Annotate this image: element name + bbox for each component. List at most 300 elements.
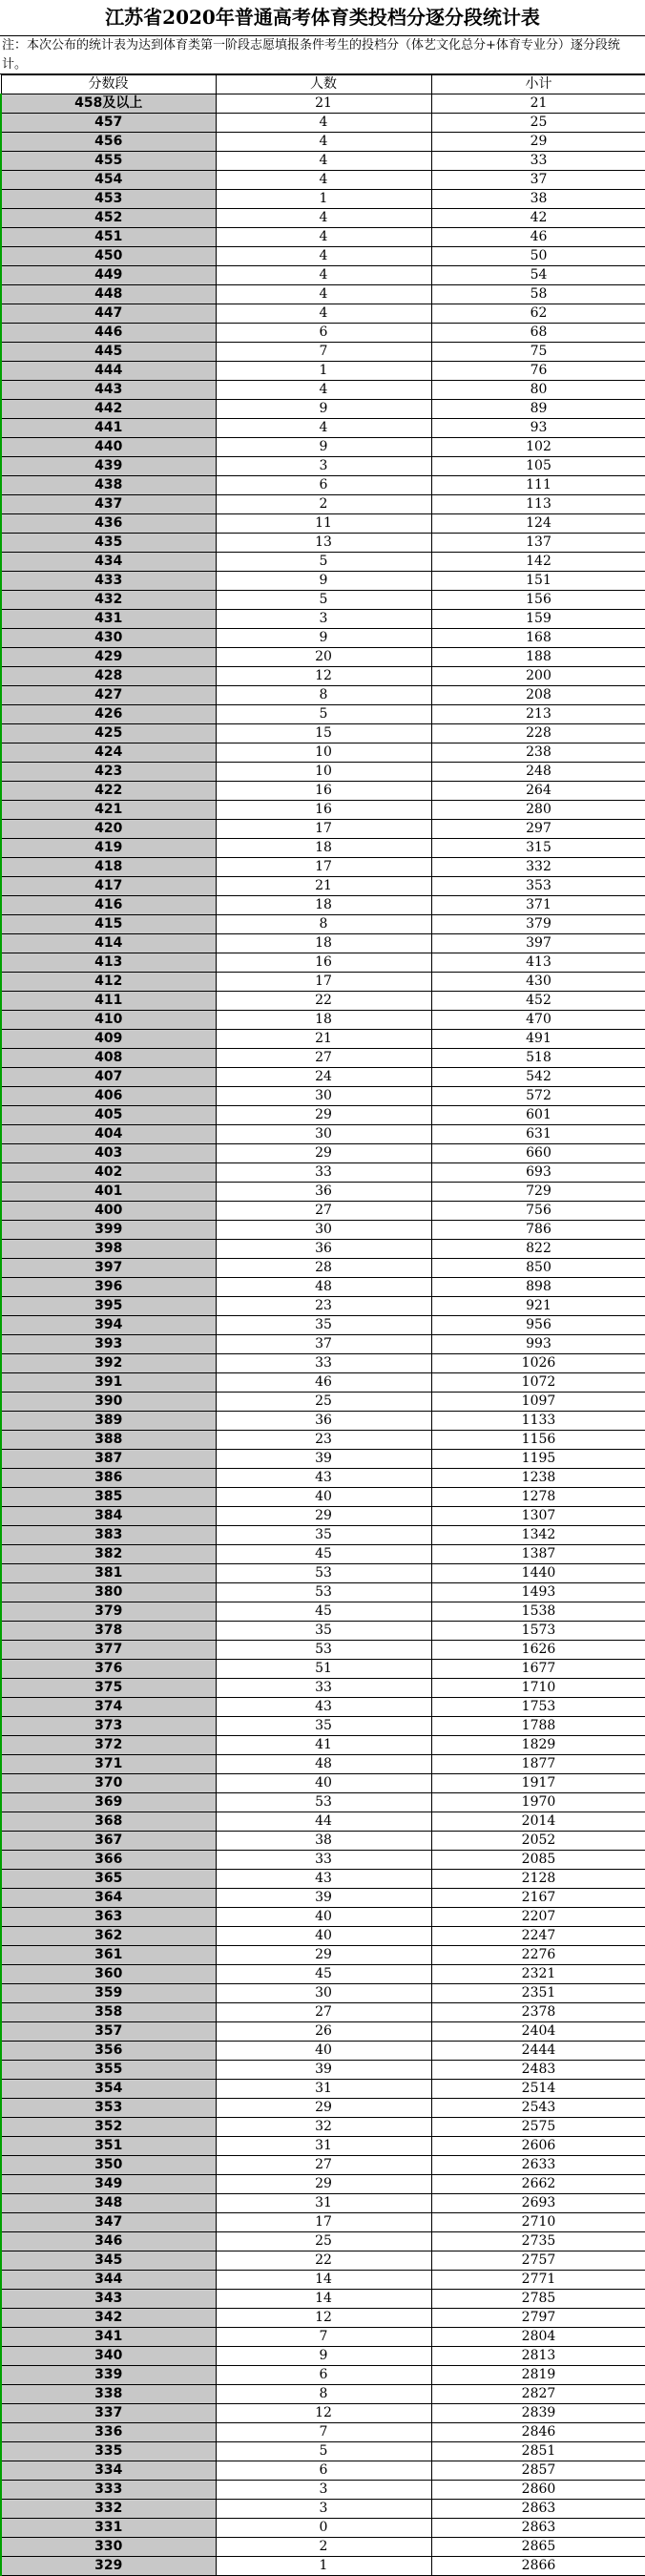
cumulative-cell: 1970 bbox=[431, 1793, 645, 1812]
table-row bbox=[1, 877, 645, 896]
table-row bbox=[1, 667, 645, 686]
score-band-cell: 391 bbox=[1, 1373, 216, 1393]
count-cell: 14 bbox=[216, 2290, 431, 2309]
table-row bbox=[1, 763, 645, 782]
cumulative-cell: 2662 bbox=[431, 2175, 645, 2194]
count-cell: 36 bbox=[216, 1183, 431, 1202]
cumulative-cell: 50 bbox=[431, 247, 645, 266]
score-band-cell: 418 bbox=[1, 858, 216, 877]
score-band-cell: 450 bbox=[1, 247, 216, 266]
cumulative-cell: 159 bbox=[431, 610, 645, 629]
count-cell: 3 bbox=[216, 2500, 431, 2519]
table-row bbox=[1, 457, 645, 476]
cumulative-cell: 315 bbox=[431, 839, 645, 858]
score-band-cell: 402 bbox=[1, 1163, 216, 1183]
table-row bbox=[1, 973, 645, 992]
count-cell: 35 bbox=[216, 1717, 431, 1736]
score-band-cell: 456 bbox=[1, 133, 216, 152]
cumulative-cell: 1493 bbox=[431, 1583, 645, 1602]
table-body bbox=[1, 94, 645, 2576]
cumulative-cell: 1387 bbox=[431, 1545, 645, 1564]
score-band-cell: 406 bbox=[1, 1087, 216, 1106]
count-cell: 9 bbox=[216, 629, 431, 648]
score-band-cell: 414 bbox=[1, 934, 216, 953]
count-cell: 20 bbox=[216, 648, 431, 667]
score-band-cell: 449 bbox=[1, 266, 216, 285]
score-band-cell: 451 bbox=[1, 228, 216, 247]
count-cell: 29 bbox=[216, 1144, 431, 1163]
cumulative-cell: 2819 bbox=[431, 2366, 645, 2385]
cumulative-cell: 2351 bbox=[431, 1984, 645, 2003]
cumulative-cell: 2052 bbox=[431, 1832, 645, 1851]
count-cell: 7 bbox=[216, 343, 431, 362]
cumulative-cell: 756 bbox=[431, 1202, 645, 1221]
count-cell: 16 bbox=[216, 801, 431, 820]
score-band-cell: 355 bbox=[1, 2061, 216, 2080]
cumulative-cell: 124 bbox=[431, 514, 645, 534]
cumulative-cell: 42 bbox=[431, 209, 645, 228]
table-row bbox=[1, 1526, 645, 1545]
cumulative-cell: 1538 bbox=[431, 1602, 645, 1622]
cumulative-cell: 137 bbox=[431, 534, 645, 553]
score-band-cell: 371 bbox=[1, 1755, 216, 1774]
count-cell: 3 bbox=[216, 2481, 431, 2500]
page-title: 江苏省2020年普通高考体育类投档分逐分段统计表 bbox=[0, 0, 645, 36]
count-cell: 1 bbox=[216, 2557, 431, 2576]
score-band-cell: 379 bbox=[1, 1602, 216, 1622]
count-cell: 44 bbox=[216, 1812, 431, 1832]
cumulative-cell: 68 bbox=[431, 324, 645, 343]
cumulative-cell: 2804 bbox=[431, 2328, 645, 2347]
cumulative-cell: 2710 bbox=[431, 2213, 645, 2232]
table-row bbox=[1, 1736, 645, 1755]
score-band-cell: 367 bbox=[1, 1832, 216, 1851]
count-cell: 39 bbox=[216, 2061, 431, 2080]
score-band-cell: 404 bbox=[1, 1125, 216, 1144]
score-band-cell: 434 bbox=[1, 553, 216, 572]
table-row bbox=[1, 247, 645, 266]
table-row bbox=[1, 1717, 645, 1736]
table-row bbox=[1, 2404, 645, 2423]
table-row bbox=[1, 1660, 645, 1679]
count-cell: 29 bbox=[216, 1946, 431, 1965]
cumulative-cell: 822 bbox=[431, 1240, 645, 1259]
count-cell: 17 bbox=[216, 858, 431, 877]
score-band-cell: 445 bbox=[1, 343, 216, 362]
count-cell: 33 bbox=[216, 1354, 431, 1373]
score-band-cell: 357 bbox=[1, 2022, 216, 2042]
score-band-cell: 388 bbox=[1, 1431, 216, 1450]
score-band-cell: 359 bbox=[1, 1984, 216, 2003]
table-row bbox=[1, 2137, 645, 2156]
score-band-cell: 417 bbox=[1, 877, 216, 896]
table-row bbox=[1, 2385, 645, 2404]
table-row bbox=[1, 1851, 645, 1870]
count-cell: 33 bbox=[216, 1851, 431, 1870]
count-cell: 4 bbox=[216, 209, 431, 228]
count-cell: 48 bbox=[216, 1755, 431, 1774]
table-row bbox=[1, 743, 645, 763]
table-row bbox=[1, 724, 645, 743]
score-band-cell: 423 bbox=[1, 763, 216, 782]
score-band-cell: 346 bbox=[1, 2232, 216, 2251]
count-cell: 37 bbox=[216, 1335, 431, 1354]
count-cell: 43 bbox=[216, 1469, 431, 1488]
table-row bbox=[1, 1889, 645, 1908]
count-cell: 1 bbox=[216, 362, 431, 381]
table-row bbox=[1, 1412, 645, 1431]
count-cell: 29 bbox=[216, 1507, 431, 1526]
table-row bbox=[1, 1183, 645, 1202]
header-cumulative: 小计 bbox=[431, 75, 645, 94]
cumulative-cell: 1133 bbox=[431, 1412, 645, 1431]
cumulative-cell: 62 bbox=[431, 304, 645, 324]
table-row bbox=[1, 534, 645, 553]
count-cell: 22 bbox=[216, 992, 431, 1011]
cumulative-cell: 2404 bbox=[431, 2022, 645, 2042]
table-row bbox=[1, 953, 645, 973]
score-band-cell: 437 bbox=[1, 495, 216, 514]
score-band-cell: 354 bbox=[1, 2080, 216, 2099]
table-row bbox=[1, 1240, 645, 1259]
score-band-cell: 448 bbox=[1, 285, 216, 304]
cumulative-cell: 113 bbox=[431, 495, 645, 514]
score-band-cell: 439 bbox=[1, 457, 216, 476]
cumulative-cell: 2813 bbox=[431, 2347, 645, 2366]
score-band-cell: 334 bbox=[1, 2461, 216, 2481]
table-row bbox=[1, 1297, 645, 1316]
cumulative-cell: 1440 bbox=[431, 1564, 645, 1583]
cumulative-cell: 151 bbox=[431, 572, 645, 591]
score-band-cell: 352 bbox=[1, 2118, 216, 2137]
cumulative-cell: 1829 bbox=[431, 1736, 645, 1755]
score-band-cell: 372 bbox=[1, 1736, 216, 1755]
count-cell: 40 bbox=[216, 1488, 431, 1507]
count-cell: 8 bbox=[216, 915, 431, 934]
table-row bbox=[1, 2042, 645, 2061]
score-band-cell: 343 bbox=[1, 2290, 216, 2309]
score-band-cell: 329 bbox=[1, 2557, 216, 2576]
count-cell: 4 bbox=[216, 152, 431, 171]
count-cell: 21 bbox=[216, 1030, 431, 1049]
score-band-cell: 415 bbox=[1, 915, 216, 934]
cumulative-cell: 2321 bbox=[431, 1965, 645, 1984]
count-cell: 30 bbox=[216, 1125, 431, 1144]
count-cell: 16 bbox=[216, 953, 431, 973]
table-row bbox=[1, 2290, 645, 2309]
score-band-cell: 430 bbox=[1, 629, 216, 648]
count-cell: 40 bbox=[216, 2042, 431, 2061]
count-cell: 17 bbox=[216, 973, 431, 992]
table-row bbox=[1, 1698, 645, 1717]
score-band-cell: 425 bbox=[1, 724, 216, 743]
score-band-cell: 378 bbox=[1, 1622, 216, 1641]
cumulative-cell: 37 bbox=[431, 171, 645, 190]
count-cell: 14 bbox=[216, 2271, 431, 2290]
score-band-cell: 385 bbox=[1, 1488, 216, 1507]
table-row bbox=[1, 1450, 645, 1469]
cumulative-cell: 491 bbox=[431, 1030, 645, 1049]
count-cell: 1 bbox=[216, 190, 431, 209]
score-band-cell: 348 bbox=[1, 2194, 216, 2213]
score-band-cell: 386 bbox=[1, 1469, 216, 1488]
score-band-cell: 339 bbox=[1, 2366, 216, 2385]
score-band-cell: 344 bbox=[1, 2271, 216, 2290]
score-band-cell: 392 bbox=[1, 1354, 216, 1373]
table-row bbox=[1, 2213, 645, 2232]
score-band-cell: 384 bbox=[1, 1507, 216, 1526]
score-band-cell: 369 bbox=[1, 1793, 216, 1812]
count-cell: 4 bbox=[216, 419, 431, 438]
table-row bbox=[1, 324, 645, 343]
cumulative-cell: 430 bbox=[431, 973, 645, 992]
score-band-cell: 412 bbox=[1, 973, 216, 992]
score-band-cell: 457 bbox=[1, 114, 216, 133]
score-band-cell: 364 bbox=[1, 1889, 216, 1908]
table-row bbox=[1, 2232, 645, 2251]
score-band-cell: 394 bbox=[1, 1316, 216, 1335]
table-row bbox=[1, 1316, 645, 1335]
count-cell: 25 bbox=[216, 1393, 431, 1412]
score-band-cell: 440 bbox=[1, 438, 216, 457]
table-row bbox=[1, 1068, 645, 1087]
count-cell: 7 bbox=[216, 2328, 431, 2347]
cumulative-cell: 2247 bbox=[431, 1927, 645, 1946]
cumulative-cell: 786 bbox=[431, 1221, 645, 1240]
score-band-cell: 338 bbox=[1, 2385, 216, 2404]
count-cell: 9 bbox=[216, 572, 431, 591]
score-band-cell: 432 bbox=[1, 591, 216, 610]
cumulative-cell: 188 bbox=[431, 648, 645, 667]
count-cell: 35 bbox=[216, 1526, 431, 1545]
table-row bbox=[1, 1278, 645, 1297]
count-cell: 21 bbox=[216, 94, 431, 114]
table-row bbox=[1, 1793, 645, 1812]
cumulative-cell: 1097 bbox=[431, 1393, 645, 1412]
table-row bbox=[1, 266, 645, 285]
score-band-cell: 383 bbox=[1, 1526, 216, 1545]
cumulative-cell: 142 bbox=[431, 553, 645, 572]
score-band-cell: 340 bbox=[1, 2347, 216, 2366]
table-row bbox=[1, 1602, 645, 1622]
table-row bbox=[1, 94, 645, 114]
count-cell: 13 bbox=[216, 534, 431, 553]
count-cell: 29 bbox=[216, 2099, 431, 2118]
count-cell: 25 bbox=[216, 2232, 431, 2251]
count-cell: 18 bbox=[216, 896, 431, 915]
count-cell: 39 bbox=[216, 1450, 431, 1469]
table-row bbox=[1, 1431, 645, 1450]
cumulative-cell: 54 bbox=[431, 266, 645, 285]
score-band-cell: 330 bbox=[1, 2538, 216, 2557]
table-row bbox=[1, 2003, 645, 2022]
header-score-band: 分数段 bbox=[1, 75, 216, 94]
cumulative-cell: 2857 bbox=[431, 2461, 645, 2481]
count-cell: 4 bbox=[216, 381, 431, 400]
count-cell: 43 bbox=[216, 1870, 431, 1889]
cumulative-cell: 693 bbox=[431, 1163, 645, 1183]
table-header bbox=[1, 75, 645, 94]
score-band-cell: 362 bbox=[1, 1927, 216, 1946]
table-row bbox=[1, 1908, 645, 1927]
score-band-cell: 421 bbox=[1, 801, 216, 820]
count-cell: 35 bbox=[216, 1622, 431, 1641]
table-row bbox=[1, 495, 645, 514]
score-band-cell: 368 bbox=[1, 1812, 216, 1832]
cumulative-cell: 80 bbox=[431, 381, 645, 400]
cumulative-cell: 25 bbox=[431, 114, 645, 133]
cumulative-cell: 76 bbox=[431, 362, 645, 381]
count-cell: 40 bbox=[216, 1927, 431, 1946]
score-band-cell: 428 bbox=[1, 667, 216, 686]
table-row bbox=[1, 2080, 645, 2099]
cumulative-cell: 58 bbox=[431, 285, 645, 304]
cumulative-cell: 89 bbox=[431, 400, 645, 419]
count-cell: 53 bbox=[216, 1564, 431, 1583]
score-band-cell: 337 bbox=[1, 2404, 216, 2423]
table-row bbox=[1, 1202, 645, 1221]
count-cell: 27 bbox=[216, 1049, 431, 1068]
count-cell: 4 bbox=[216, 228, 431, 247]
score-band-cell: 350 bbox=[1, 2156, 216, 2175]
note-text: 注：本次公布的统计表为达到体育类第一阶段志愿填报条件考生的投档分（体艺文化总分+体育专业分）逐分段统计。 bbox=[0, 36, 645, 74]
count-cell: 9 bbox=[216, 438, 431, 457]
score-band-cell: 441 bbox=[1, 419, 216, 438]
cumulative-cell: 631 bbox=[431, 1125, 645, 1144]
cumulative-cell: 353 bbox=[431, 877, 645, 896]
count-cell: 4 bbox=[216, 285, 431, 304]
table-row bbox=[1, 152, 645, 171]
count-cell: 2 bbox=[216, 495, 431, 514]
count-cell: 0 bbox=[216, 2519, 431, 2538]
cumulative-cell: 572 bbox=[431, 1087, 645, 1106]
table-row bbox=[1, 1774, 645, 1793]
score-band-cell: 358 bbox=[1, 2003, 216, 2022]
cumulative-cell: 93 bbox=[431, 419, 645, 438]
count-cell: 7 bbox=[216, 2423, 431, 2442]
count-cell: 18 bbox=[216, 1011, 431, 1030]
count-cell: 8 bbox=[216, 2385, 431, 2404]
cumulative-cell: 1917 bbox=[431, 1774, 645, 1793]
table-row bbox=[1, 915, 645, 934]
table-row bbox=[1, 1259, 645, 1278]
cumulative-cell: 1677 bbox=[431, 1660, 645, 1679]
table-row bbox=[1, 2366, 645, 2385]
score-band-cell: 360 bbox=[1, 1965, 216, 1984]
cumulative-cell: 200 bbox=[431, 667, 645, 686]
count-cell: 40 bbox=[216, 1908, 431, 1927]
table-row bbox=[1, 1488, 645, 1507]
table-row bbox=[1, 2347, 645, 2366]
table-row bbox=[1, 285, 645, 304]
table-row bbox=[1, 1641, 645, 1660]
table-row bbox=[1, 1507, 645, 1526]
cumulative-cell: 660 bbox=[431, 1144, 645, 1163]
count-cell: 9 bbox=[216, 400, 431, 419]
table-row bbox=[1, 2481, 645, 2500]
score-band-cell: 426 bbox=[1, 705, 216, 724]
cumulative-cell: 452 bbox=[431, 992, 645, 1011]
count-cell: 12 bbox=[216, 2309, 431, 2328]
score-band-cell: 398 bbox=[1, 1240, 216, 1259]
cumulative-cell: 2865 bbox=[431, 2538, 645, 2557]
score-band-cell: 365 bbox=[1, 1870, 216, 1889]
table-row bbox=[1, 1583, 645, 1602]
table-row bbox=[1, 2175, 645, 2194]
table-row bbox=[1, 1755, 645, 1774]
table-row bbox=[1, 820, 645, 839]
count-cell: 32 bbox=[216, 2118, 431, 2137]
cumulative-cell: 264 bbox=[431, 782, 645, 801]
cumulative-cell: 850 bbox=[431, 1259, 645, 1278]
table-row bbox=[1, 209, 645, 228]
count-cell: 5 bbox=[216, 2442, 431, 2461]
table-row bbox=[1, 1679, 645, 1698]
count-cell: 27 bbox=[216, 2156, 431, 2175]
table-row bbox=[1, 343, 645, 362]
count-cell: 51 bbox=[216, 1660, 431, 1679]
count-cell: 23 bbox=[216, 1431, 431, 1450]
count-cell: 15 bbox=[216, 724, 431, 743]
cumulative-cell: 1156 bbox=[431, 1431, 645, 1450]
score-band-cell: 345 bbox=[1, 2251, 216, 2271]
count-cell: 28 bbox=[216, 1259, 431, 1278]
score-band-cell: 407 bbox=[1, 1068, 216, 1087]
score-band-cell: 452 bbox=[1, 209, 216, 228]
table-row bbox=[1, 2538, 645, 2557]
cumulative-cell: 297 bbox=[431, 820, 645, 839]
score-band-cell: 442 bbox=[1, 400, 216, 419]
cumulative-cell: 2863 bbox=[431, 2519, 645, 2538]
cumulative-cell: 1753 bbox=[431, 1698, 645, 1717]
score-band-cell: 351 bbox=[1, 2137, 216, 2156]
table-row bbox=[1, 1087, 645, 1106]
count-cell: 6 bbox=[216, 2461, 431, 2481]
cumulative-cell: 248 bbox=[431, 763, 645, 782]
score-band-cell: 455 bbox=[1, 152, 216, 171]
score-band-cell: 370 bbox=[1, 1774, 216, 1793]
count-cell: 33 bbox=[216, 1679, 431, 1698]
table-row bbox=[1, 438, 645, 457]
score-band-cell: 420 bbox=[1, 820, 216, 839]
table-row bbox=[1, 2118, 645, 2137]
score-band-cell: 409 bbox=[1, 1030, 216, 1049]
table-row bbox=[1, 1221, 645, 1240]
table-row bbox=[1, 1393, 645, 1412]
cumulative-cell: 1877 bbox=[431, 1755, 645, 1774]
cumulative-cell: 2167 bbox=[431, 1889, 645, 1908]
count-cell: 2 bbox=[216, 2538, 431, 2557]
score-band-cell: 375 bbox=[1, 1679, 216, 1698]
score-band-cell: 400 bbox=[1, 1202, 216, 1221]
score-band-cell: 341 bbox=[1, 2328, 216, 2347]
score-band-cell: 390 bbox=[1, 1393, 216, 1412]
count-cell: 41 bbox=[216, 1736, 431, 1755]
table-row bbox=[1, 1373, 645, 1393]
cumulative-cell: 1238 bbox=[431, 1469, 645, 1488]
count-cell: 6 bbox=[216, 324, 431, 343]
count-cell: 30 bbox=[216, 1087, 431, 1106]
cumulative-cell: 46 bbox=[431, 228, 645, 247]
score-band-cell: 389 bbox=[1, 1412, 216, 1431]
table-row bbox=[1, 1106, 645, 1125]
table-row bbox=[1, 1125, 645, 1144]
table-row bbox=[1, 1030, 645, 1049]
cumulative-cell: 1026 bbox=[431, 1354, 645, 1373]
score-band-cell: 374 bbox=[1, 1698, 216, 1717]
count-cell: 30 bbox=[216, 1221, 431, 1240]
score-band-cell: 458及以上 bbox=[1, 94, 216, 114]
